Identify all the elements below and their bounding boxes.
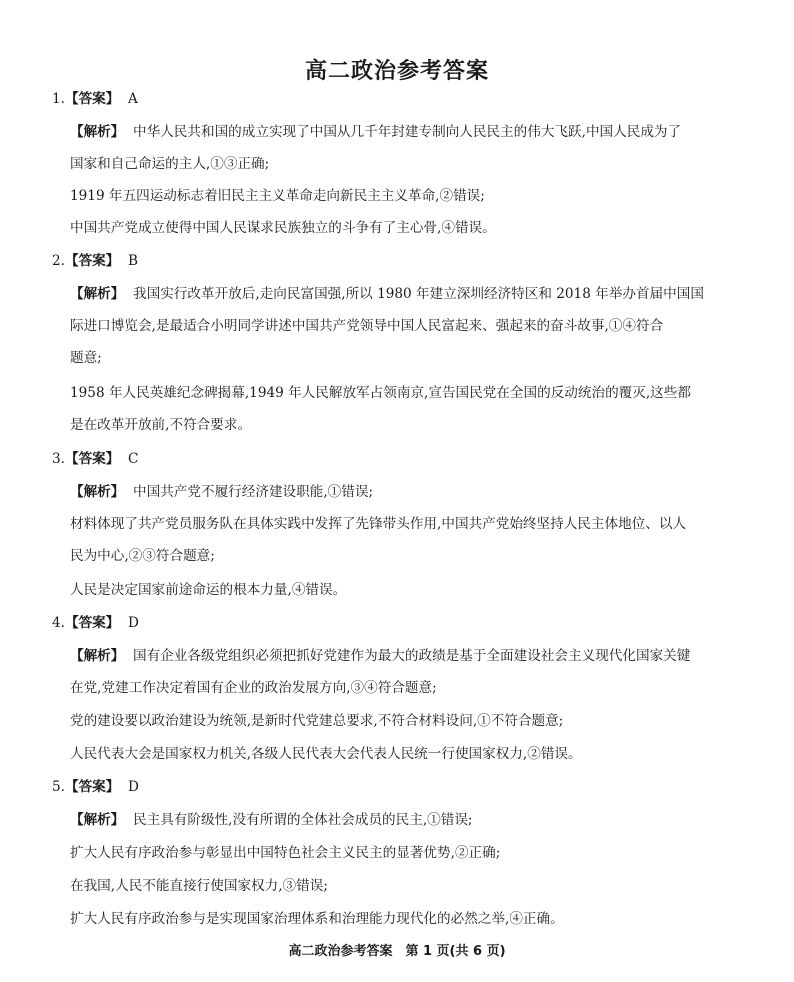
answer-label: 【答案】	[64, 253, 120, 269]
analysis-label: 【解析】	[70, 648, 125, 664]
question-number: 5.	[52, 779, 65, 795]
page-footer: 高二政治参考答案 第 1 页(共 6 页)	[288, 944, 506, 959]
q4-analysis-line-3: 党的建设要以政治建设为统领,是新时代党建总要求,不符合材料设问,①不符合题意;	[70, 713, 564, 729]
q3-analysis-line-1	[70, 482, 373, 502]
q5-answer-row	[52, 777, 139, 797]
q1-analysis-line-4: 中国共产党成立使得中国人民谋求民族独立的斗争有了主心骨,④错误。	[70, 220, 496, 236]
page-title: 高二政治参考答案	[304, 59, 489, 84]
q4-answer-row	[52, 613, 139, 633]
question-number: 4.	[52, 615, 65, 631]
q5-analysis-line-4: 扩大人民有序政治参与是实现国家治理体系和治理能力现代化的必然之举,④正确。	[70, 911, 564, 927]
answer-value: A	[128, 91, 138, 107]
q2-analysis-line-1	[70, 284, 704, 304]
q1-analysis-line-2: 国家和自己命运的主人,①③正确;	[70, 156, 270, 172]
q5-analysis-line-2: 扩大人民有序政治参与彰显出中国特色社会主义民主的显著优势,②正确;	[70, 845, 501, 861]
analysis-text: 国有企业各级党组织必须把抓好党建作为最大的政绩是基于全面建设社会主义现代化国家关键	[133, 648, 691, 664]
question-number: 3.	[52, 451, 65, 467]
analysis-text: 中华人民共和国的成立实现了中国从几千年封建专制向人民民主的伟大飞跃,中国人民成为了	[133, 124, 682, 140]
analysis-label: 【解析】	[70, 484, 125, 500]
answer-label: 【答案】	[64, 91, 120, 107]
q5-analysis-line-3: 在我国,人民不能直接行使国家权力,③错误;	[70, 878, 328, 894]
q5-analysis-line-1	[70, 810, 473, 830]
analysis-label: 【解析】	[70, 286, 125, 302]
q3-answer-row	[52, 449, 138, 469]
q1-answer-row	[52, 89, 138, 109]
q2-analysis-line-2: 际进口博览会,是最适合小明同学讲述中国共产党领导中国人民富起来、强起来的奋斗故事,①④符合	[70, 318, 664, 334]
answer-label: 【答案】	[64, 615, 120, 631]
answer-value: D	[128, 779, 139, 795]
q2-answer-row	[52, 251, 138, 271]
analysis-text: 中国共产党不履行经济建设职能,①错误;	[133, 484, 374, 500]
question-number: 1.	[52, 91, 65, 107]
q1-analysis-line-1	[70, 122, 681, 142]
answer-value: D	[128, 615, 139, 631]
answer-value: C	[128, 451, 139, 467]
q4-analysis-line-1	[70, 646, 690, 666]
answer-label: 【答案】	[64, 451, 120, 467]
q4-analysis-line-2: 在党,党建工作决定着国有企业的政治发展方向,③④符合题意;	[70, 680, 437, 696]
question-number: 2.	[52, 253, 65, 269]
q4-analysis-line-4: 人民代表大会是国家权力机关,各级人民代表大会代表人民统一行使国家权力,②错误。	[70, 746, 582, 762]
analysis-text: 我国实行改革开放后,走向民富国强,所以 1980 年建立深圳经济特区和 2018 年举办首届中国国	[133, 286, 704, 302]
q2-analysis-line-5: 是在改革开放前,不符合要求。	[70, 417, 252, 433]
q2-analysis-line-3: 题意;	[70, 350, 102, 366]
answer-value: B	[128, 253, 139, 269]
q3-analysis-line-3: 民为中心,②③符合题意;	[70, 548, 215, 564]
q3-analysis-line-2: 材料体现了共产党员服务队在具体实践中发挥了先锋带头作用,中国共产党始终坚持人民主体地位、以人	[70, 516, 687, 532]
analysis-text: 民主具有阶级性,没有所谓的全体社会成员的民主,①错误;	[133, 812, 473, 828]
analysis-label: 【解析】	[70, 812, 125, 828]
q3-analysis-line-4: 人民是决定国家前途命运的根本力量,④错误。	[70, 582, 347, 598]
analysis-label: 【解析】	[70, 124, 125, 140]
answer-label: 【答案】	[64, 779, 120, 795]
q2-analysis-line-4: 1958 年人民英雄纪念碑揭幕,1949 年人民解放军占领南京,宣告国民党在全国的反动统治的覆灭,这些都	[70, 385, 691, 401]
q1-analysis-line-3: 1919 年五四运动标志着旧民主主义革命走向新民主主义革命,②错误;	[70, 188, 485, 204]
